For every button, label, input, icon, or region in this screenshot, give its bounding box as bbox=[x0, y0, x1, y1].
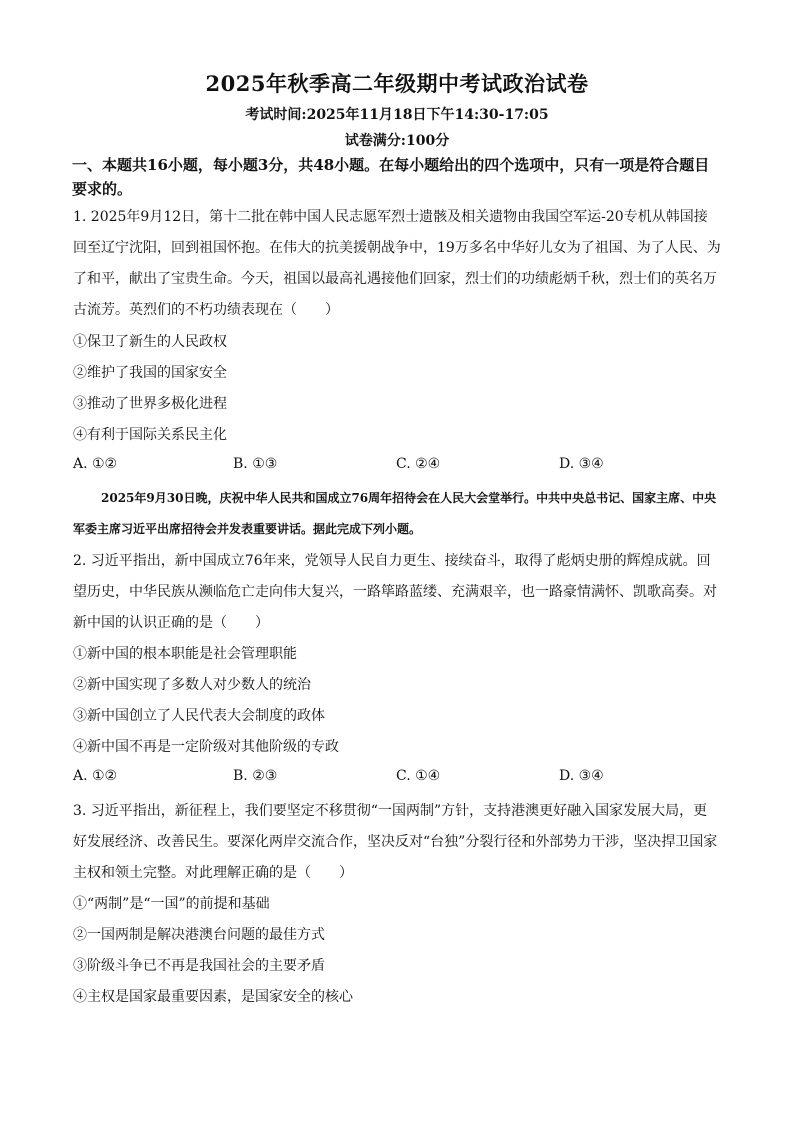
exam-time: 考试时间:2025年11月18日下午14:30-17:05 bbox=[245, 107, 549, 123]
full-score: 试卷满分:100分 bbox=[344, 133, 450, 149]
q2-item-2: ②新中国实现了多数人对少数人的统治 bbox=[73, 677, 311, 693]
q3-item-1: ①“两制”是“一国”的前提和基础 bbox=[73, 896, 270, 912]
q2-option-d[interactable]: D. ③④ bbox=[559, 768, 604, 784]
q2-item-4: ④新中国不再是一定阶级对其他阶级的专政 bbox=[73, 739, 339, 755]
section-instructions: 一、本题共16小题，每小题3分，共48小题。在每小题给出的四个选项中，只有一项是符合题目要求的。 bbox=[72, 156, 710, 198]
q2-option-b[interactable]: B. ②③ bbox=[233, 768, 278, 784]
material-passage: 2025年9月30日晚，庆祝中华人民共和国成立76周年招待会在人民大会堂举行。中共中央总书记、国家主席、中央军委主席习近平出席招待会并发表重要讲话。据此完成下列小题。 bbox=[73, 491, 717, 536]
q2-option-c[interactable]: C. ①④ bbox=[396, 768, 441, 784]
q1-item-1: ①保卫了新生的人民政权 bbox=[73, 334, 227, 350]
q1-option-c[interactable]: C. ②④ bbox=[396, 456, 441, 472]
question-1-stem: 1. 2025年9月12日，第十二批在韩中国人民志愿军烈士遗骸及相关遗物由我国空军运-20专机从韩国接回至辽宁沈阳，回到祖国怀抱。在伟大的抗美援朝战争中，19万多名中华好儿女为了祖国、为了人民、为了和平，献出了宝贵生命。今天，祖国以最高礼遇接他们回家，烈士们的功绩彪炳千秋，烈士们的英名万古流芳。英烈们的不朽功绩表现在（ ） bbox=[73, 209, 721, 318]
q2-item-1: ①新中国的根本职能是社会管理职能 bbox=[73, 646, 297, 662]
q1-option-a[interactable]: A. ①② bbox=[73, 456, 118, 472]
exam-title: 2025年秋季高二年级期中考试政治试卷 bbox=[205, 71, 589, 96]
question-2-stem: 2. 习近平指出，新中国成立76年来，党领导人民自力更生、接续奋斗，取得了彪炳史册的辉煌成就。回望历史，中华民族从濒临危亡走向伟大复兴，一路筚路蓝缕、充满艰辛，也一路豪情满怀、凯歌高奏。对新中国的认识正确的是（ ） bbox=[73, 553, 717, 631]
q1-option-d[interactable]: D. ③④ bbox=[559, 456, 604, 472]
q2-option-a[interactable]: A. ①② bbox=[73, 768, 118, 784]
q2-item-3: ③新中国创立了人民代表大会制度的政体 bbox=[73, 708, 325, 724]
q2-options bbox=[73, 768, 713, 788]
q1-options bbox=[73, 456, 713, 476]
q1-item-3: ③推动了世界多极化进程 bbox=[73, 396, 227, 412]
q1-option-b[interactable]: B. ①③ bbox=[233, 456, 278, 472]
question-3-stem: 3. 习近平指出，新征程上，我们要坚定不移贯彻“一国两制”方针，支持港澳更好融入国家发展大局，更好发展经济、改善民生。要深化两岸交流合作，坚决反对“台独”分裂行径和外部势力干涉，坚决捍卫国家主权和领土完整。对此理解正确的是（ ） bbox=[73, 803, 718, 881]
q1-item-4: ④有利于国际关系民主化 bbox=[73, 427, 227, 443]
q1-item-2: ②维护了我国的国家安全 bbox=[73, 365, 227, 381]
q3-item-2: ②一国两制是解决港澳台问题的最佳方式 bbox=[73, 927, 325, 943]
q3-item-4: ④主权是国家最重要因素，是国家安全的核心 bbox=[73, 989, 353, 1005]
q3-item-3: ③阶级斗争已不再是我国社会的主要矛盾 bbox=[73, 958, 325, 974]
